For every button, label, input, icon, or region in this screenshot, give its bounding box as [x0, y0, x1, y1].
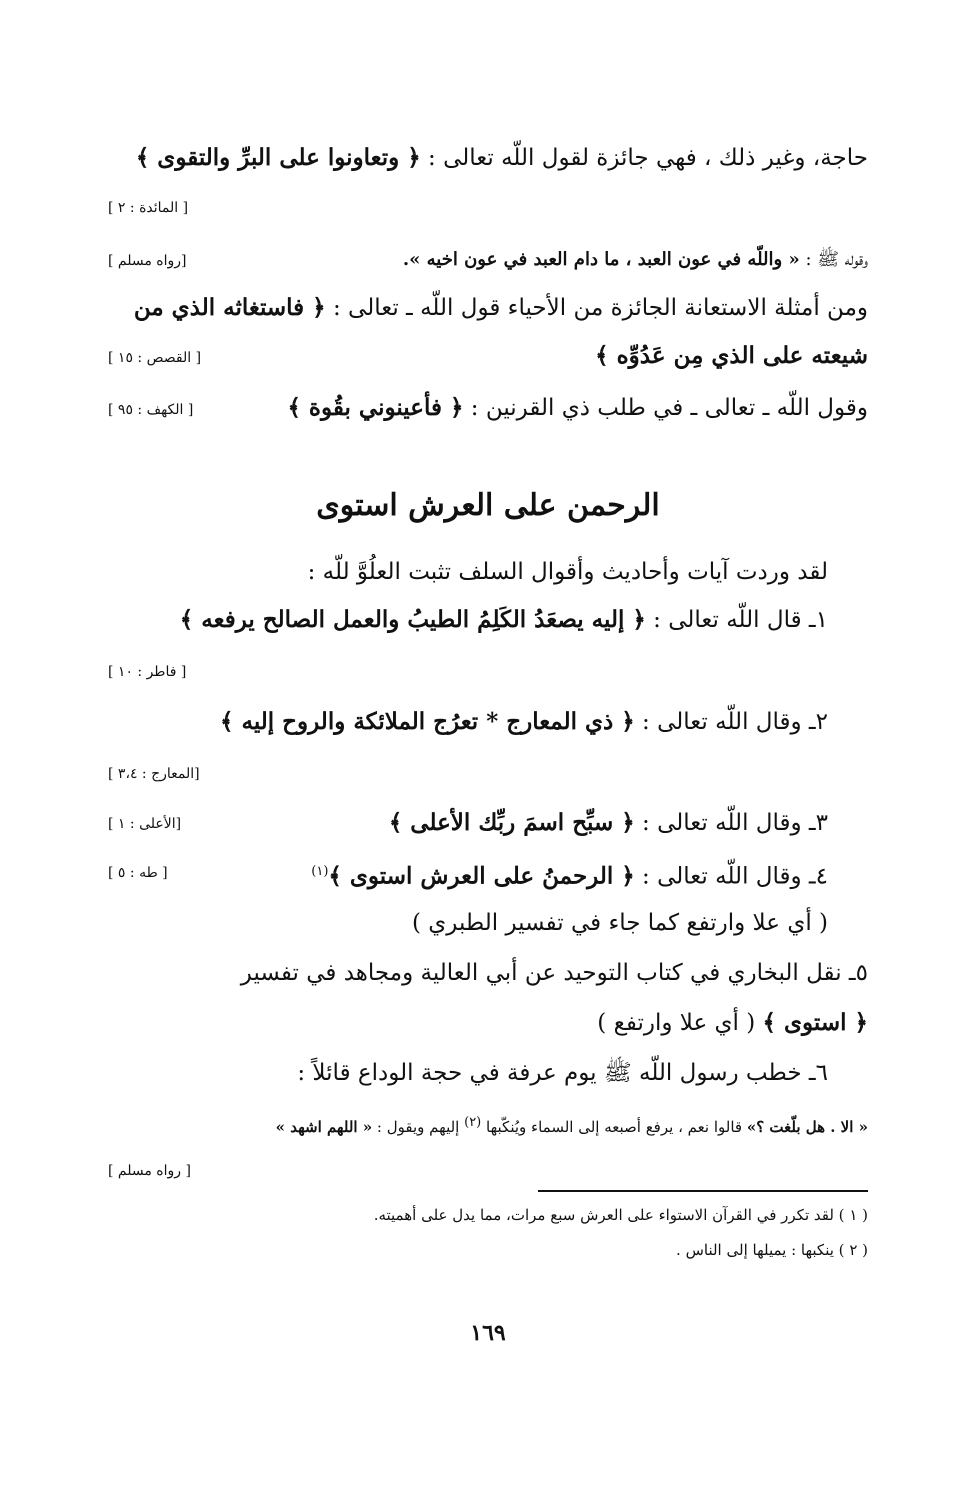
reference-muslim-1: [رواه مسلم ]: [108, 253, 187, 269]
section-intro: لقد وردت آيات وأحاديث وأقوال السلف تثبت العلُوَّ للّه :: [307, 559, 828, 585]
line1-quran-quote: ﴿ وتعاونوا على البرِّ والتقوى ﴾: [135, 144, 421, 171]
list-item-1: [108, 600, 868, 640]
paragraph-line-1: [108, 138, 868, 178]
reference-taha: [ طه : ٥ ]: [108, 865, 168, 881]
item4-text: ٤ـ وقال اللّه تعالى :: [634, 863, 828, 890]
item2-quran-quote: ﴿ ذي المعارج * تعرُج الملائكة والروح إليه ﴾: [220, 708, 635, 735]
line3-text: ومن أمثلة الاستعانة الجائزة من الأحياء قول اللّه ـ تعالى :: [325, 295, 868, 321]
line4-quran-quote: شيعته على الذي مِن عَدُوِّه ﴾: [595, 342, 868, 369]
line5-text: وقول اللّه ـ تعالى ـ في طلب ذي القرنين :: [463, 395, 868, 421]
list-item-6-line-1: ٦ـ خطب رسول اللّه ﷺ يوم عرفة في حجة الوداع قائلاً :: [297, 1060, 828, 1086]
item1-quran-quote: ﴿ إليه يصعَدُ الكَلِمُ الطيبُ والعمل الصالح يرفعه ﴾: [179, 606, 646, 633]
section-title: الرحمن على العرش استوى: [316, 488, 660, 523]
item3-quran-quote: ﴿ سبِّح اسمَ ربِّك الأعلى ﴾: [388, 809, 635, 836]
reference-maida: [ المائدة : ٢ ]: [108, 200, 189, 216]
item4-quran-quote: ﴿ الرحمنُ على العرش استوى ﴾: [328, 862, 635, 890]
line3-quran-quote: ﴿ فاستغاثه الذي من: [133, 294, 326, 321]
footnote-2: ( ٢ ) ينكبها : يميلها إلى الناس .: [676, 1241, 868, 1259]
page-number: ١٦٩: [470, 1320, 506, 1346]
reference-ala: [الأعلى : ١ ]: [108, 816, 182, 832]
list-item-4: [108, 852, 868, 897]
list-item-6-line-2: [108, 1103, 868, 1147]
reference-muslim-2: [ رواه مسلم ]: [108, 1163, 191, 1179]
footnote-1: ( ١ ) لقد تكرر في القرآن الاستواء على العرش سبع مرات، مما يدل على أهميته.: [373, 1206, 868, 1224]
item3-text: ٣ـ وقال اللّه تعالى :: [634, 810, 828, 836]
line5-quran-quote: ﴿ فأعينوني بقُوة ﴾: [287, 394, 464, 421]
item6-text-2: إليهم ويقول :: [372, 1118, 465, 1136]
reference-fatir: [ فاطر : ١٠ ]: [108, 664, 187, 680]
list-item-2: [108, 702, 868, 742]
paragraph-line-2: [108, 240, 868, 280]
item5-quran-quote: ﴿ استوى ﴾: [762, 1009, 868, 1036]
item6-hadith-quote-2: « اللهم اشهد »: [275, 1118, 373, 1136]
list-item-5-line-2: [108, 1003, 868, 1043]
line2-text: وقوله ﷺ :: [799, 249, 868, 270]
reference-qasas: [ القصص : ١٥ ]: [108, 350, 202, 366]
item2-text: ٢ـ وقال اللّه تعالى :: [634, 709, 828, 735]
list-item-3: [108, 803, 868, 843]
document-page: [108, 0, 868, 1486]
paragraph-line-4: [108, 336, 868, 376]
paragraph-line-3: [108, 288, 868, 328]
footnote-marker-2[interactable]: (٢): [464, 1115, 482, 1130]
footnote-marker-1[interactable]: (١): [311, 864, 329, 879]
line2-hadith-quote: « واللّه في عون العبد ، ما دام العبد في عون اخيه ».: [402, 249, 800, 270]
reference-maarij: [المعارج : ٣،٤ ]: [108, 766, 200, 782]
reference-kahf: [ الكهف : ٩٥ ]: [108, 402, 194, 418]
list-item-4-note: ( أي علا وارتفع كما جاء في تفسير الطبري ): [411, 910, 828, 936]
footnote-divider: [538, 1190, 868, 1192]
item1-text: ١ـ قال اللّه تعالى :: [645, 607, 828, 633]
item6-text-1: قالوا نعم ، يرفع أصبعه إلى السماء ويُنكّبها: [481, 1118, 747, 1136]
paragraph-line-5: [108, 388, 868, 428]
line1-text: حاجة، وغير ذلك ، فهي جائزة لقول اللّه تعالى :: [420, 145, 868, 171]
list-item-5-line-1: ٥ـ نقل البخاري في كتاب التوحيد عن أبي العالية ومجاهد في تفسير: [240, 960, 868, 986]
item6-hadith-quote-1: « الا . هل بلّغت ؟»: [746, 1118, 868, 1136]
item5-text: ( أي علا وارتفع ): [597, 1010, 763, 1036]
